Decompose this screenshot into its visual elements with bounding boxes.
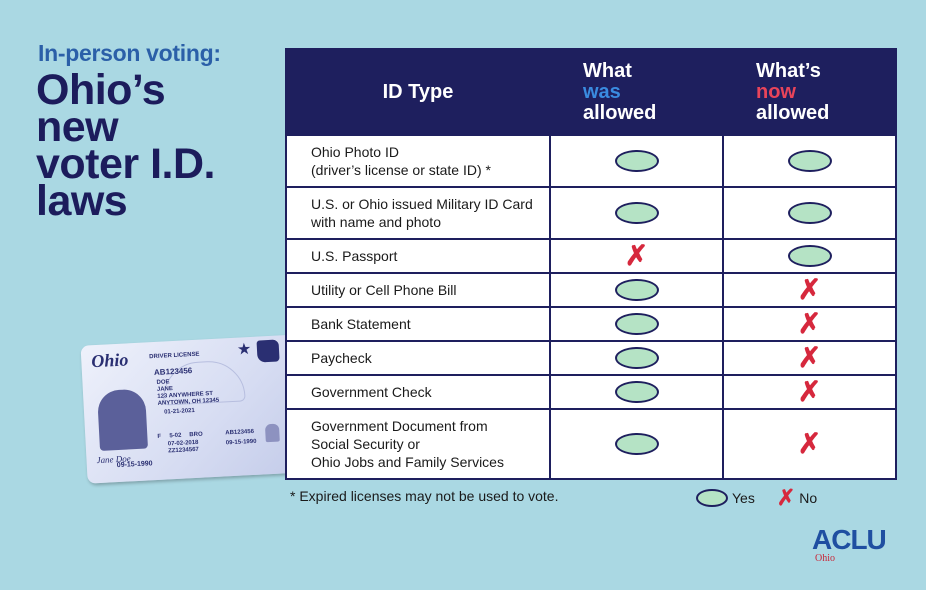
id-card-type: DRIVER LICENSE [149, 351, 200, 361]
header-now-line1: What’s [756, 59, 821, 82]
now-allowed-cell [723, 273, 896, 307]
id-dob: 09-15-1990 [116, 460, 153, 470]
table-header-row [286, 49, 896, 135]
no-x-icon: ✗ [776, 485, 796, 510]
headline-line: new [36, 103, 119, 151]
now-allowed-cell [723, 409, 896, 479]
headline-line: laws [36, 177, 128, 225]
id-last-name: DOE [156, 379, 170, 386]
headline-line: voter I.D. [36, 140, 215, 188]
id-type-label: Government Check [286, 375, 550, 409]
id-type-label: Ohio Photo ID (driver’s license or state ID) * [286, 135, 550, 187]
was-allowed-cell [550, 187, 723, 239]
was-allowed-cell [550, 307, 723, 341]
now-allowed-cell [723, 375, 896, 409]
id-first-name: JANE [156, 386, 174, 393]
footnote: * Expired licenses may not be used to vote. [290, 488, 559, 504]
id-card-state: Ohio [90, 349, 129, 372]
id-address1: 123 ANYWHERE ST [157, 390, 214, 400]
id-eyes: BRO [189, 431, 203, 439]
id-address2: ANYTOWN, OH 12345 [157, 397, 220, 407]
header-was-line1: What [583, 59, 632, 82]
legend [696, 485, 818, 510]
table-row [286, 187, 896, 239]
table-row [286, 375, 896, 409]
now-allowed-cell [723, 341, 896, 375]
id-height: 5-02 [169, 432, 182, 440]
no-x-icon: ✗ [624, 240, 649, 272]
id-type-label: Utility or Cell Phone Bill [286, 273, 550, 307]
id-number-small: AB123456 [225, 428, 255, 437]
id-photo [97, 389, 148, 451]
table-row [286, 239, 896, 273]
id-sex: F [157, 433, 162, 440]
table-row [286, 307, 896, 341]
yes-oval-icon [615, 279, 659, 301]
now-allowed-cell [723, 239, 896, 273]
table-row [286, 273, 896, 307]
yes-oval-icon [788, 150, 832, 172]
id-type-label: U.S. Passport [286, 239, 550, 273]
legend-no-label: No [799, 490, 818, 506]
no-x-icon: ✗ [797, 274, 822, 306]
no-x-icon: ✗ [797, 342, 822, 374]
table-row [286, 409, 896, 479]
id-type-label: U.S. or Ohio issued Military ID Card with name and photo [286, 187, 550, 239]
no-x-icon: ✗ [797, 308, 822, 340]
now-allowed-cell [723, 135, 896, 187]
was-allowed-cell [550, 135, 723, 187]
yes-oval-icon [615, 433, 659, 455]
id-issued: 07-02-2018 [167, 439, 199, 448]
id-types-table [285, 48, 897, 480]
star-icon: ★ [236, 340, 252, 359]
header-now-line2: now [756, 80, 796, 103]
header-now-line3: allowed [756, 101, 830, 124]
id-card-image [81, 334, 308, 483]
aclu-logo-sub: Ohio [815, 553, 835, 564]
aclu-logo: ACLU [812, 524, 886, 555]
id-type-label: Bank Statement [286, 307, 550, 341]
header-id-type: ID Type [286, 49, 550, 135]
yes-oval-icon [788, 245, 832, 267]
was-allowed-cell [550, 273, 723, 307]
id-dob-small: 09-15-1990 [225, 438, 257, 447]
headline [36, 66, 286, 225]
yes-oval-icon [696, 489, 728, 507]
id-signature: Jane Doe [96, 453, 131, 466]
yes-oval-icon [615, 347, 659, 369]
header-was-line3: allowed [583, 101, 657, 124]
table-row [286, 341, 896, 375]
header-was-allowed [550, 49, 723, 135]
headline-line: Ohio’s [36, 66, 166, 114]
was-allowed-cell [550, 375, 723, 409]
no-x-icon: ✗ [797, 428, 822, 460]
yes-oval-icon [615, 202, 659, 224]
yes-oval-icon [615, 313, 659, 335]
yes-oval-icon [788, 202, 832, 224]
now-allowed-cell [723, 187, 896, 239]
was-allowed-cell [550, 409, 723, 479]
id-doc-number: ZZ1234567 [168, 446, 200, 455]
now-allowed-cell [723, 307, 896, 341]
legend-yes-label: Yes [732, 490, 755, 506]
was-allowed-cell [550, 341, 723, 375]
header-was-line2: was [583, 80, 621, 103]
yes-oval-icon [615, 381, 659, 403]
id-type-label: Government Document from Social Security or Ohio Jobs and Family Services [286, 409, 550, 479]
header-now-allowed [723, 49, 896, 135]
table-row [286, 135, 896, 187]
id-ghost-photo [265, 424, 280, 443]
id-number: AB123456 [153, 366, 193, 378]
ohio-outline-icon [257, 339, 280, 362]
id-type-label: Paycheck [286, 341, 550, 375]
subtitle: In-person voting: [38, 40, 221, 66]
was-allowed-cell [550, 239, 723, 273]
id-expiry: 01-21-2021 [163, 407, 195, 416]
no-x-icon: ✗ [797, 376, 822, 408]
yes-oval-icon [615, 150, 659, 172]
